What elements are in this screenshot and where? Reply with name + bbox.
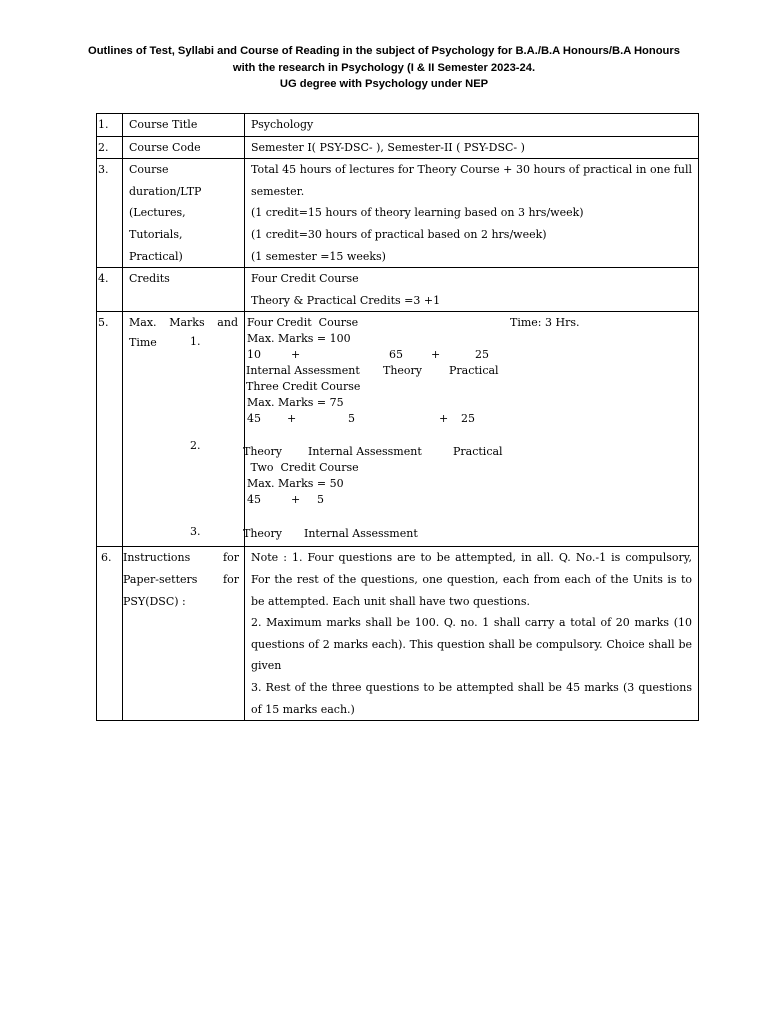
row-label-course-duration: Course duration/LTP (Lectures, Tutorials, Practical): [123, 159, 245, 268]
duration-line: Total 45 hours of lectures for Theory Course + 30 hours of practical in one full semester.: [251, 163, 692, 198]
plus-sign: +: [287, 412, 297, 426]
three-credit-value-3: 25: [461, 412, 475, 426]
two-credit-max: Max. Marks = 50: [247, 477, 344, 491]
credits-line: Theory & Practical Credits =3 +1: [251, 293, 441, 307]
four-credit-label-3: Practical: [449, 364, 499, 378]
instruction-note-3: 3. Rest of the three questions to be attempted shall be 45 marks (3 questions of 15 marks each.): [251, 680, 692, 716]
two-credit-label-1: Theory: [243, 527, 283, 541]
four-credit-title: Four Credit Course: [247, 316, 359, 330]
row-label-instructions: Instructions for Paper-setters for PSY(DSC) :: [123, 547, 245, 721]
row-label-course-title: Course Title: [123, 114, 245, 137]
row-label-max-marks: [123, 312, 245, 547]
table-row: [97, 114, 699, 137]
list-number: 1.: [190, 335, 201, 349]
row-value-course-duration: [245, 159, 699, 268]
four-credit-max: Max. Marks = 100: [247, 332, 351, 346]
two-credit-title: Two Credit Course: [247, 461, 359, 475]
row-number: 1.: [97, 114, 123, 137]
two-credit-label-2: Internal Assessment: [304, 527, 418, 541]
plus-sign: +: [291, 348, 301, 362]
row-number: 2.: [97, 136, 123, 159]
four-credit-value-2: 65: [389, 348, 403, 362]
three-credit-value-1: 45: [247, 412, 261, 426]
duration-line: (1 credit=15 hours of theory learning based on 3 hrs/week): [251, 206, 584, 220]
row-number: 4.: [97, 268, 123, 312]
table-row: [97, 312, 699, 547]
four-credit-value-3: 25: [475, 348, 489, 362]
four-credit-label-1: Internal Assessment: [246, 364, 360, 378]
row-value-course-code: Semester I( PSY-DSC- ), Semester-II ( PSY-DSC- ): [245, 136, 699, 159]
three-credit-max: Max. Marks = 75: [247, 396, 344, 410]
row-number: 6.: [97, 547, 123, 721]
document-heading: [60, 43, 708, 93]
heading-line-1: Outlines of Test, Syllabi and Course of Reading in the subject of Psychology for B.A./B.A Honours/B.A Honours: [88, 45, 680, 57]
four-credit-value-1: 10: [247, 348, 261, 362]
duration-line: (1 semester =15 weeks): [251, 249, 386, 263]
row-value-credits: [245, 268, 699, 312]
row-value-max-marks: [245, 312, 699, 547]
three-credit-title: Three Credit Course: [246, 380, 361, 394]
course-outline-table: [96, 113, 699, 721]
four-credit-label-2: Theory: [383, 364, 423, 378]
plus-sign: +: [431, 348, 441, 362]
two-credit-value-1: 45: [247, 493, 261, 507]
time-value: Time: 3 Hrs.: [510, 316, 580, 330]
max-marks-label: Max. Marks and: [129, 316, 238, 330]
table-row: [97, 547, 699, 721]
heading-line-3: UG degree with Psychology under NEP: [279, 78, 489, 90]
three-credit-value-2: 5: [348, 412, 355, 426]
three-credit-label-1: Theory: [243, 445, 283, 459]
plus-sign: +: [439, 412, 449, 426]
instruction-note-1: Note : 1. Four questions are to be attempted, in all. Q. No.-1 is compulsory, For the rest of the questions, one question, each from each of the Units is to be attempted. Each unit shall have two questions.: [251, 551, 692, 608]
credits-line: Four Credit Course: [251, 272, 359, 286]
table-row: [97, 268, 699, 312]
table-row: [97, 159, 699, 268]
table-row: [97, 136, 699, 159]
row-value-course-title: Psychology: [245, 114, 699, 137]
list-number: 2.: [190, 439, 201, 452]
time-label: Time: [129, 336, 157, 350]
heading-line-2: with the research in Psychology (I & II Semester 2023-24.: [232, 61, 536, 74]
row-label-course-code: Course Code: [123, 136, 245, 159]
instruction-note-2: 2. Maximum marks shall be 100. Q. no. 1 shall carry a total of 20 marks (10 questions of 2 marks each). This question shall be compulsory. Choice shall be given: [251, 616, 692, 673]
row-number: 3.: [97, 159, 123, 268]
two-credit-value-2: 5: [317, 493, 324, 507]
three-credit-label-3: Practical: [453, 445, 503, 459]
duration-line: (1 credit=30 hours of practical based on 2 hrs/week): [251, 227, 547, 241]
row-value-instructions: [245, 547, 699, 721]
list-number: 3.: [190, 525, 201, 538]
row-number: 5.: [97, 312, 123, 547]
row-label-credits: Credits: [123, 268, 245, 312]
three-credit-label-2: Internal Assessment: [308, 445, 422, 459]
plus-sign: +: [291, 493, 301, 507]
